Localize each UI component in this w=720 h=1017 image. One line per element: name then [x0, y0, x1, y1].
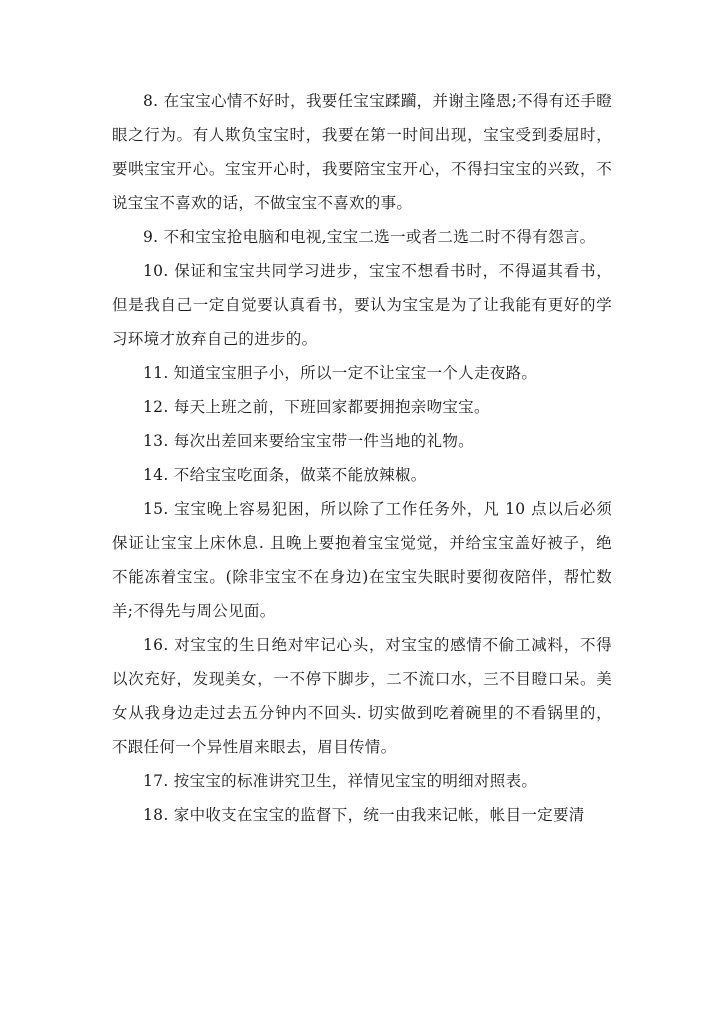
paragraph-item-16: 16. 对宝宝的生日绝对牢记心头，对宝宝的感情不偷工减料，不得以次充好，发现美女，一不停下脚步，二不流口水，三不目瞪口呆。美女从我身边走过去五分钟内不回头. 切实做到吃着碗里的不看锅里的，不跟任何一个异性眉来眼去，眉目传情。: [112, 636, 612, 756]
paragraph-item-11: 11. 知道宝宝胆子小，所以一定不让宝宝一个人走夜路。: [143, 364, 538, 382]
paragraph-item-9: 9. 不和宝宝抢电脑和电视,宝宝二选一或者二选二时不得有怨言。: [143, 228, 596, 246]
paragraph-item-18: 18. 家中收支在宝宝的监督下，统一由我来记帐，帐目一定要清: [143, 806, 585, 824]
document-body: [112, 84, 612, 832]
paragraph-item-13: 13. 每次出差回来要给宝宝带一件当地的礼物。: [143, 432, 474, 450]
paragraph-item-14: 14. 不给宝宝吃面条，做菜不能放辣椒。: [143, 466, 427, 484]
paragraph-item-15: 15. 宝宝晚上容易犯困，所以除了工作任务外，凡 10 点以后必须保证让宝宝上床休息. 且晚上要抱着宝宝觉觉，并给宝宝盖好被子，绝不能冻着宝宝。(除非宝宝不在身边)在宝宝失眠时要彻夜陪伴，帮忙数羊;不得先与周公见面。: [112, 500, 612, 620]
paragraph-item-17: 17. 按宝宝的标准讲究卫生，祥情见宝宝的明细对照表。: [143, 772, 538, 790]
paragraph-item-10: 10. 保证和宝宝共同学习进步，宝宝不想看书时，不得逼其看书，但是我自己一定自觉要认真看书，要认为宝宝是为了让我能有更好的学习环境才放弃自己的进步的。: [112, 262, 612, 348]
paragraph-item-8: 8. 在宝宝心情不好时，我要任宝宝蹂躏，并谢主隆恩;不得有还手瞪眼之行为。有人欺负宝宝时，我要在第一时间出现，宝宝受到委屈时，要哄宝宝开心。宝宝开心时，我要陪宝宝开心，不得扫宝宝的兴致，不说宝宝不喜欢的话，不做宝宝不喜欢的事。: [112, 92, 612, 212]
paragraph-item-12: 12. 每天上班之前，下班回家都要拥抱亲吻宝宝。: [143, 398, 490, 416]
